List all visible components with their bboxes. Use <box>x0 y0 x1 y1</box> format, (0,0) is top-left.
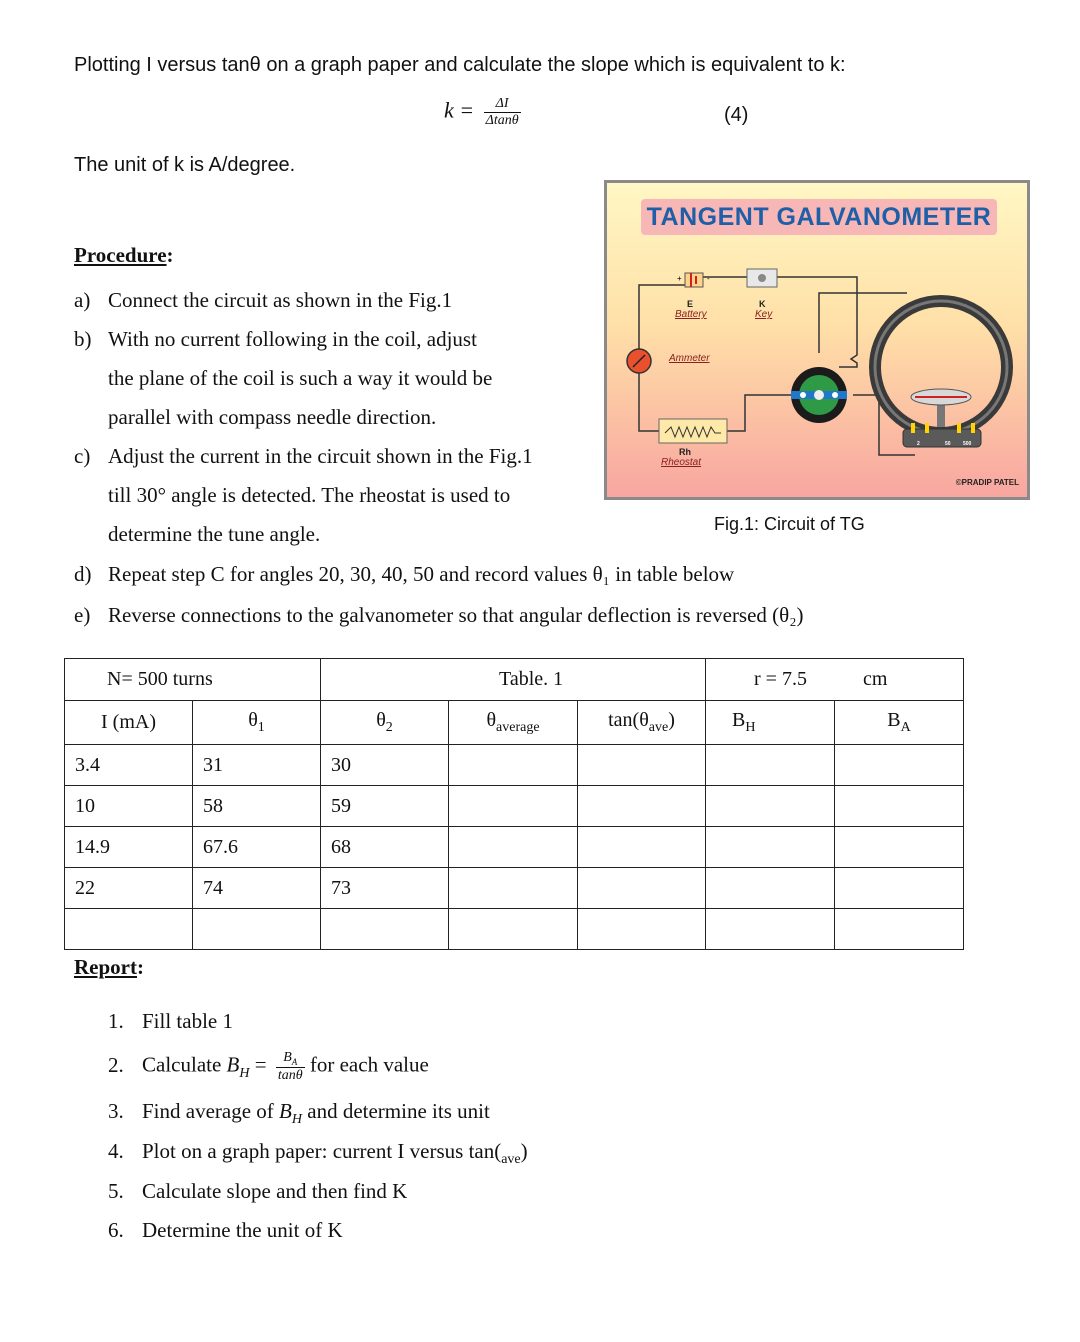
formula-lhs: k = <box>444 97 475 123</box>
cell-bh <box>706 745 835 786</box>
report-item-4: 4. Plot on a graph paper: current I versus $\tan(_{ave})$ <box>108 1139 528 1168</box>
key-icon <box>747 269 777 287</box>
scale-value-1: 2 <box>917 441 920 447</box>
table-row <box>65 827 964 868</box>
procedure-step-c-line2: till 30° angle is detected. The rheostat is used to <box>108 483 511 507</box>
battery-label: Battery <box>675 309 707 320</box>
header-theta-average: $\theta_{average}$ <box>449 701 578 745</box>
cell-current: 3.4 <box>65 745 193 786</box>
scale-value-3: 500 <box>963 441 972 447</box>
table-row <box>65 868 964 909</box>
header-bh: $B_H$ <box>706 701 835 745</box>
galvanometer-coil-icon <box>875 301 1007 447</box>
cell-current: 14.9 <box>65 827 193 868</box>
table-title: Table. 1 <box>321 659 706 701</box>
cell-theta1 <box>193 909 321 950</box>
cell-theta2 <box>321 909 449 950</box>
svg-text:-: - <box>707 274 710 283</box>
cell-ba <box>835 745 964 786</box>
cell-theta1: 58 <box>193 786 321 827</box>
data-table <box>64 658 964 950</box>
formula-numerator: ΔI <box>484 96 521 113</box>
cell-theta1: 67.6 <box>193 827 321 868</box>
rheostat-icon <box>659 419 727 443</box>
cell-ba <box>835 868 964 909</box>
procedure-step-b: b) With no current following in the coil, adjust <box>74 327 477 351</box>
table-row <box>65 786 964 827</box>
tangent-galvanometer-figure <box>604 180 1030 500</box>
header-ba: $B_A$ <box>835 701 964 745</box>
rheostat-label: Rheostat <box>661 457 702 468</box>
cell-theta1: 74 <box>193 868 321 909</box>
procedure-step-a: a) Connect the circuit as shown in the Fig.1 <box>74 288 453 312</box>
report-item-2: 2. Calculate $B_H$ = $\frac{B_A}{\tan\theta}$ for each value <box>108 1050 429 1083</box>
header-theta2: $\theta_2$ <box>321 701 449 745</box>
cell-ba <box>835 827 964 868</box>
cell-current: 10 <box>65 786 193 827</box>
cell-theta1: 31 <box>193 745 321 786</box>
procedure-step-b-line3: parallel with compass needle direction. <box>108 405 437 429</box>
intro-text: Plotting I versus tanθ on a graph paper and calculate the slope which is equivalent to k: <box>74 54 846 76</box>
table-row <box>65 909 964 950</box>
cell-theta-average <box>449 868 578 909</box>
cell-theta2: 73 <box>321 868 449 909</box>
cell-bh <box>706 827 835 868</box>
table-header-row <box>65 701 964 745</box>
procedure-step-e: e) Reverse connections to the galvanometer so that angular deflection is reversed (θ₂) <box>74 603 804 627</box>
unit-statement: The unit of k is A/degree. <box>74 154 296 176</box>
cell-theta2: 59 <box>321 786 449 827</box>
cell-current: 22 <box>65 868 193 909</box>
cell-bh <box>706 909 835 950</box>
cell-bh <box>706 786 835 827</box>
report-heading: Report: <box>74 955 144 979</box>
figure-title: TANGENT GALVANOMETER <box>641 199 997 235</box>
cell-tan-theta <box>578 786 706 827</box>
procedure-step-b-line2: the plane of the coil is such a way it would be <box>108 366 493 390</box>
procedure-step-c-line3: determine the tune angle. <box>108 522 321 546</box>
report-item-6: 6. Determine the unit of K <box>108 1218 343 1242</box>
cell-current <box>65 909 193 950</box>
cell-theta2: 68 <box>321 827 449 868</box>
procedure-heading: Procedure: <box>74 243 174 267</box>
cell-tan-theta <box>578 909 706 950</box>
report-item-5: 5. Calculate slope and then find K <box>108 1179 408 1203</box>
circuit-diagram <box>607 183 1027 497</box>
ammeter-icon <box>627 349 651 373</box>
turns-cell: N= 500 turns <box>65 659 321 701</box>
key-symbol: K <box>759 299 766 309</box>
cell-theta-average <box>449 909 578 950</box>
procedure-step-d: d) Repeat step C for angles 20, 30, 40, 50 and record values θ₁ in table below <box>74 562 735 586</box>
cell-ba <box>835 786 964 827</box>
rheostat-symbol: Rh <box>679 447 691 457</box>
table-row <box>65 745 964 786</box>
cell-bh <box>706 868 835 909</box>
cell-tan-theta <box>578 827 706 868</box>
report-item-1: 1. Fill table 1 <box>108 1009 233 1033</box>
report-item-3: 3. Find average of $B_H$ and determine its unit <box>108 1099 490 1128</box>
formula-fraction <box>484 96 521 129</box>
formula-denominator: Δtanθ <box>485 113 519 128</box>
figure-caption: Fig.1: Circuit of TG <box>714 514 865 534</box>
key-label: Key <box>755 309 773 320</box>
commutator-icon <box>791 367 847 423</box>
slope-formula <box>444 96 521 129</box>
ammeter-label: Ammeter <box>669 353 710 364</box>
scale-value-2: 50 <box>945 441 951 447</box>
header-current: I (mA) <box>65 701 193 745</box>
cell-theta-average <box>449 745 578 786</box>
cell-theta-average <box>449 827 578 868</box>
header-tan-theta-ave: $\tan(\theta_{ave})$ <box>578 701 706 745</box>
table-title-row <box>65 659 964 701</box>
cell-tan-theta <box>578 868 706 909</box>
battery-symbol: E <box>687 299 694 309</box>
cell-ba <box>835 909 964 950</box>
cell-theta2: 30 <box>321 745 449 786</box>
procedure-step-c: c) Adjust the current in the circuit shown in the Fig.1 <box>74 444 533 468</box>
cell-tan-theta <box>578 745 706 786</box>
svg-text:+: + <box>677 274 682 283</box>
equation-number: (4) <box>724 104 749 126</box>
radius-cell: r = 7.5 cm <box>706 659 964 701</box>
header-theta1: $\theta_1$ <box>193 701 321 745</box>
cell-theta-average <box>449 786 578 827</box>
figure-copyright: ©PRADIP PATEL <box>955 478 1019 487</box>
